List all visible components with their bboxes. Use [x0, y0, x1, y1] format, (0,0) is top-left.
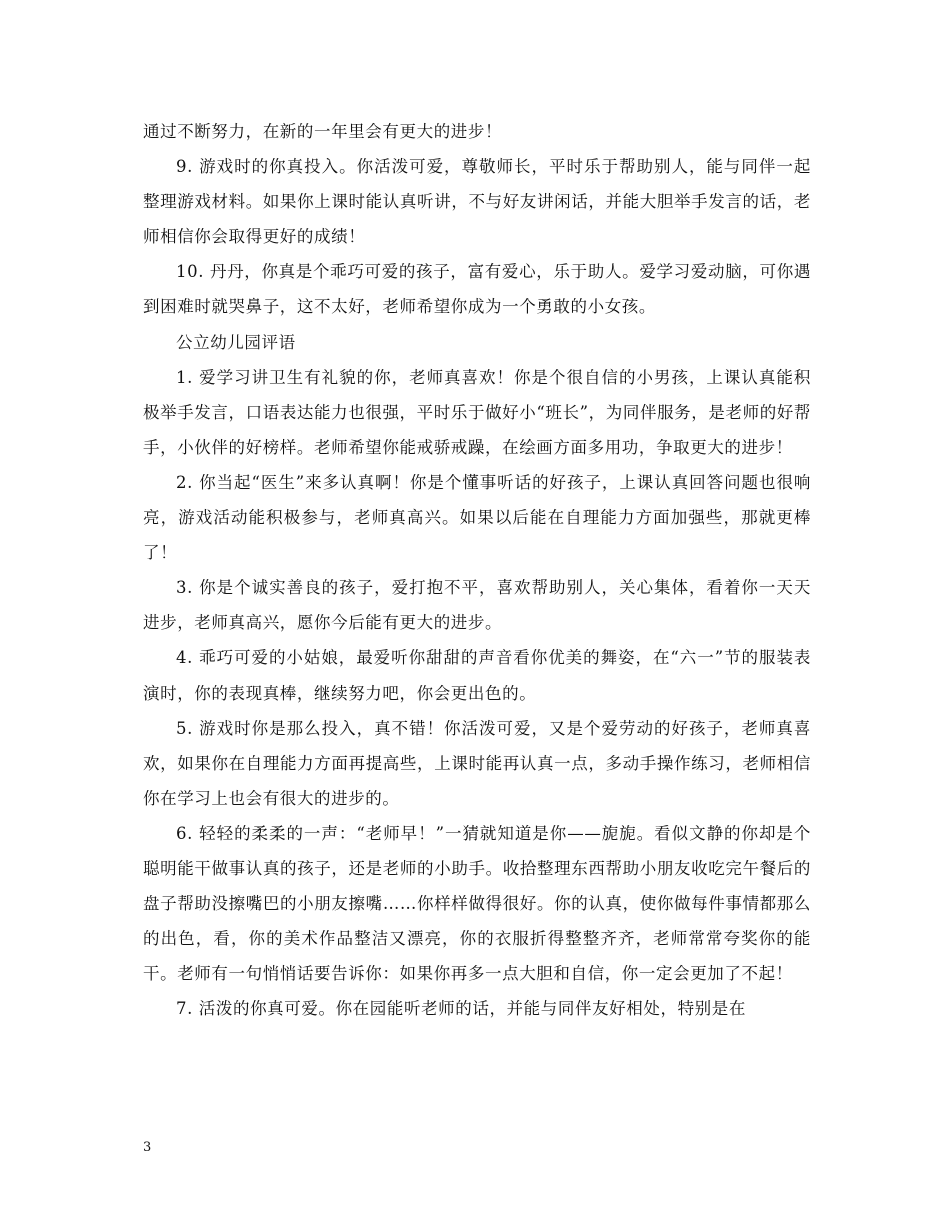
comment-item-3: 3. 你是个诚实善良的孩子，爱打抱不平，喜欢帮助别人，关心集体，看着你一天天进步，老师真高兴，愿你今后能有更大的进步。 [143, 578, 811, 633]
comment-item-1: 1. 爱学习讲卫生有礼貌的你，老师真喜欢！你是个很自信的小男孩，上课认真能积极举手发言，口语表达能力也很强，平时乐于做好小“班长”，为同伴服务，是老师的好帮手，小伙伴的好榜样。老师希望你能戒骄戒躁，在绘画方面多用功，争取更大的进步！ [143, 367, 811, 457]
paragraph-continuation: 通过不断努力，在新的一年里会有更大的进步！ [143, 122, 503, 141]
comment-item-4: 4. 乖巧可爱的小姑娘，最爱听你甜甜的声音看你优美的舞姿，在“六一”节的服装表演时，你的表现真棒，继续努力吧，你会更出色的。 [143, 648, 811, 703]
page-number: 3 [143, 1140, 152, 1155]
comment-item-5: 5. 游戏时你是那么投入，真不错！你活泼可爱，又是个爱劳动的好孩子，老师真喜欢，如果你在自理能力方面再提高些，上课时能再认真一点，多动手操作练习，老师相信你在学习上也会有很大的进步的。 [143, 718, 811, 808]
comment-item-7: 7. 活泼的你真可爱。你在园能听老师的话，并能与同伴友好相处，特别是在 [176, 999, 746, 1019]
comment-item-2: 2. 你当起“医生”来多认真啊！你是个懂事听话的好孩子，上课认真回答问题也很响亮，游戏活动能积极参与，老师真高兴。如果以后能在自理能力方面加强些，那就更棒了！ [143, 472, 811, 563]
section-heading: 公立幼儿园评语 [176, 332, 296, 352]
comment-item-9: 9. 游戏时的你真投入。你活泼可爱，尊敬师长，平时乐于帮助别人，能与同伴一起整理游戏材料。如果你上课时能认真听讲，不与好友讲闲话，并能大胆举手发言的话，老师相信你会取得更好的成绩！ [143, 157, 811, 247]
comment-item-6: 6. 轻轻的柔柔的一声：“老师早！”一猜就知道是你——旎旎。看似文静的你却是个聪明能干做事认真的孩子，还是老师的小助手。收拾整理东西帮助小朋友收吃完午餐后的盘子帮助没擦嘴巴的小朋友擦嘴……你样样做得很好。你的认真，使你做每件事情都那么的出色，看，你的美术作品整洁又漂亮，你的衣服折得整整齐齐，老师常常夸奖你的能干。老师有一句悄悄话要告诉你：如果你再多一点大胆和自信，你一定会更加了不起！ [143, 823, 811, 984]
comment-item-10: 10. 丹丹，你真是个乖巧可爱的孩子，富有爱心，乐于助人。爱学习爱动脑，可你遇到困难时就哭鼻子，这不太好，老师希望你成为一个勇敢的小女孩。 [143, 262, 811, 317]
document-body [143, 114, 811, 1026]
